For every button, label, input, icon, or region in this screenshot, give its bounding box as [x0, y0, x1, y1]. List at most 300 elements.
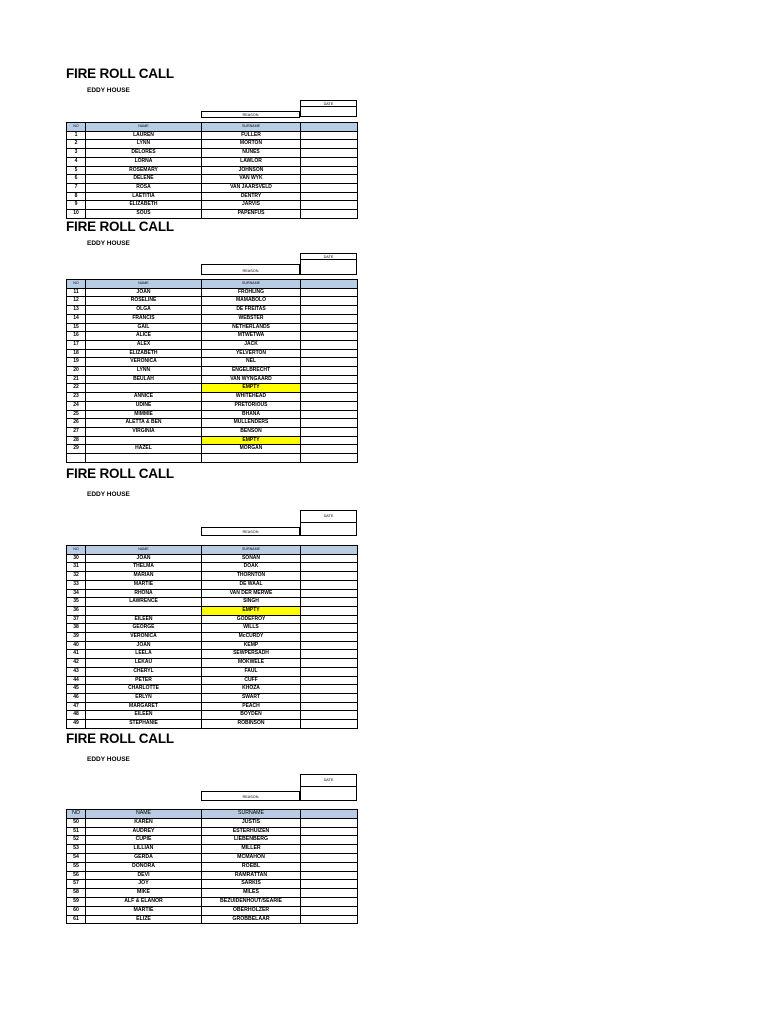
first-name: ROSEMARY [86, 166, 202, 175]
date-field[interactable] [300, 106, 357, 117]
attendance-check-cell[interactable] [301, 676, 358, 685]
surname: JOHNSON [202, 166, 301, 175]
surname: EMPTY [202, 384, 301, 393]
table-row [67, 306, 358, 315]
first-name: ALF & ELANOR [86, 897, 202, 906]
surname: BENSON [202, 427, 301, 436]
roll-call-table [66, 545, 358, 729]
table-row [67, 889, 358, 898]
row-number: 50 [67, 818, 86, 827]
surname: SARKIS [202, 880, 301, 889]
row-number: 27 [67, 427, 86, 436]
table-row [67, 131, 358, 140]
first-name: MARIAN [86, 572, 202, 581]
first-name: LILLIAN [86, 845, 202, 854]
row-number: 46 [67, 693, 86, 702]
house-name: EDDY HOUSE [87, 240, 130, 247]
table-row [67, 606, 358, 615]
attendance-check-cell[interactable] [301, 332, 358, 341]
column-header-name: NAME [86, 280, 202, 289]
row-number: 33 [67, 580, 86, 589]
table-row [67, 641, 358, 650]
attendance-check-cell[interactable] [301, 906, 358, 915]
first-name: PETER [86, 676, 202, 685]
attendance-check-cell[interactable] [301, 871, 358, 880]
first-name: STEPHANIE [86, 720, 202, 729]
row-number: 54 [67, 853, 86, 862]
table-row [67, 149, 358, 158]
attendance-check-cell[interactable] [301, 436, 358, 445]
first-name: DELORES [86, 149, 202, 158]
surname: VAN DER MERWE [202, 589, 301, 598]
first-name: JOAN [86, 554, 202, 563]
row-number: 48 [67, 711, 86, 720]
column-header-name: NAME [86, 546, 202, 555]
surname: GODEFROY [202, 615, 301, 624]
surname: EMPTY [202, 436, 301, 445]
column-header-surname: SURNAME [202, 280, 301, 289]
attendance-check-cell[interactable] [301, 693, 358, 702]
attendance-check-cell[interactable] [301, 685, 358, 694]
row-number: 61 [67, 915, 86, 924]
first-name: CUPIE [86, 836, 202, 845]
column-header-no: NO [67, 810, 86, 819]
attendance-check-cell[interactable] [301, 393, 358, 402]
first-name: GERDA [86, 853, 202, 862]
attendance-check-cell[interactable] [301, 633, 358, 642]
attendance-check-cell[interactable] [301, 157, 358, 166]
table-row [67, 633, 358, 642]
surname: DE FREITAS [202, 306, 301, 315]
first-name: BEULAH [86, 375, 202, 384]
surname: EMPTY [202, 606, 301, 615]
reason-label-box [201, 791, 300, 801]
first-name: VERONICA [86, 358, 202, 367]
attendance-check-cell[interactable] [301, 314, 358, 323]
row-number: 14 [67, 314, 86, 323]
row-number: 40 [67, 641, 86, 650]
surname: RAMRATTAN [202, 871, 301, 880]
row-number: 24 [67, 401, 86, 410]
attendance-check-cell[interactable] [301, 897, 358, 906]
surname: MILLER [202, 845, 301, 854]
first-name: ELIZABETH [86, 201, 202, 210]
column-header-surname: SURNAME [202, 123, 301, 132]
roll-call-table [66, 122, 358, 219]
first-name: ELIZABETH [86, 349, 202, 358]
page-title: FIRE ROLL CALL [66, 731, 174, 746]
roll-call-table [66, 279, 358, 463]
row-number: 43 [67, 667, 86, 676]
first-name: ANNICE [86, 393, 202, 402]
attendance-check-cell[interactable] [301, 210, 358, 219]
table-row [67, 140, 358, 149]
table-row [67, 827, 358, 836]
surname: VAN JAARSVELD [202, 183, 301, 192]
attendance-check-cell[interactable] [301, 650, 358, 659]
attendance-check-cell[interactable] [301, 454, 358, 463]
table-row [67, 393, 358, 402]
row-number: 22 [67, 384, 86, 393]
attendance-check-cell[interactable] [301, 166, 358, 175]
page-title: FIRE ROLL CALL [66, 466, 174, 481]
column-header-no: NO [67, 546, 86, 555]
surname: DOAK [202, 563, 301, 572]
surname: MILES [202, 889, 301, 898]
surname: WILLS [202, 624, 301, 633]
table-row [67, 332, 358, 341]
attendance-check-cell[interactable] [301, 615, 358, 624]
table-row [67, 720, 358, 729]
attendance-check-cell[interactable] [301, 572, 358, 581]
surname [202, 454, 301, 463]
table-row [67, 314, 358, 323]
house-name: EDDY HOUSE [87, 756, 130, 763]
attendance-check-cell[interactable] [301, 659, 358, 668]
surname: MULLENDERS [202, 419, 301, 428]
table-row [67, 210, 358, 219]
attendance-check-cell[interactable] [301, 915, 358, 924]
attendance-check-cell[interactable] [301, 836, 358, 845]
column-header-check [301, 123, 358, 132]
row-number: 59 [67, 897, 86, 906]
attendance-check-cell[interactable] [301, 367, 358, 376]
date-field[interactable] [300, 522, 357, 536]
row-number: 31 [67, 563, 86, 572]
attendance-check-cell[interactable] [301, 827, 358, 836]
first-name: JOAN [86, 288, 202, 297]
surname: BHANA [202, 410, 301, 419]
table-row [67, 192, 358, 201]
row-number: 5 [67, 166, 86, 175]
attendance-check-cell[interactable] [301, 375, 358, 384]
table-row [67, 554, 358, 563]
surname: VAN WYK [202, 175, 301, 184]
row-number: 58 [67, 889, 86, 898]
attendance-check-cell[interactable] [301, 297, 358, 306]
table-row [67, 650, 358, 659]
table-row [67, 580, 358, 589]
first-name: MARTIE [86, 906, 202, 915]
date-label: DATE [323, 101, 334, 106]
first-name [86, 384, 202, 393]
surname: MOKWELE [202, 659, 301, 668]
column-header-no: NO [67, 123, 86, 132]
date-label: DATE [323, 514, 334, 518]
first-name: LAWRENCE [86, 598, 202, 607]
attendance-check-cell[interactable] [301, 384, 358, 393]
row-number: 19 [67, 358, 86, 367]
attendance-check-cell[interactable] [301, 140, 358, 149]
first-name: HAZEL [86, 445, 202, 454]
attendance-check-cell[interactable] [301, 624, 358, 633]
row-number: 37 [67, 615, 86, 624]
table-row [67, 845, 358, 854]
attendance-check-cell[interactable] [301, 349, 358, 358]
row-number: 23 [67, 393, 86, 402]
attendance-check-cell[interactable] [301, 192, 358, 201]
first-name: DONORA [86, 862, 202, 871]
roll-call-table [66, 809, 358, 924]
attendance-check-cell[interactable] [301, 720, 358, 729]
attendance-check-cell[interactable] [301, 853, 358, 862]
row-number: 36 [67, 606, 86, 615]
row-number: 25 [67, 410, 86, 419]
attendance-check-cell[interactable] [301, 845, 358, 854]
surname: FROHLING [202, 288, 301, 297]
table-row [67, 297, 358, 306]
row-number: 12 [67, 297, 86, 306]
row-number: 4 [67, 157, 86, 166]
attendance-check-cell[interactable] [301, 149, 358, 158]
column-header-surname: SURNAME [202, 810, 301, 819]
attendance-check-cell[interactable] [301, 641, 358, 650]
column-header-check [301, 280, 358, 289]
surname: BEZUIDENHOUT/SEARIE [202, 897, 301, 906]
attendance-check-cell[interactable] [301, 606, 358, 615]
row-number: 3 [67, 149, 86, 158]
first-name: UDINE [86, 401, 202, 410]
row-number: 26 [67, 419, 86, 428]
surname: YELVERTON [202, 349, 301, 358]
surname: LAWLOR [202, 157, 301, 166]
table-row [67, 589, 358, 598]
row-number: 47 [67, 702, 86, 711]
page-title: FIRE ROLL CALL [66, 66, 174, 81]
attendance-check-cell[interactable] [301, 306, 358, 315]
table-row [67, 166, 358, 175]
first-name: LAUREN [86, 131, 202, 140]
first-name: SOUS [86, 210, 202, 219]
row-number [67, 454, 86, 463]
surname: McCURDY [202, 633, 301, 642]
attendance-check-cell[interactable] [301, 445, 358, 454]
first-name: GEORGE [86, 624, 202, 633]
attendance-check-cell[interactable] [301, 201, 358, 210]
table-row [67, 711, 358, 720]
column-header-name: NAME [86, 123, 202, 132]
surname: MORGAN [202, 445, 301, 454]
attendance-check-cell[interactable] [301, 419, 358, 428]
first-name: ALICE [86, 332, 202, 341]
row-number: 9 [67, 201, 86, 210]
table-row [67, 676, 358, 685]
reason-label: REASON [242, 530, 259, 534]
date-label: DATE [323, 254, 334, 259]
table-row [67, 915, 358, 924]
attendance-check-cell[interactable] [301, 410, 358, 419]
attendance-check-cell[interactable] [301, 175, 358, 184]
row-number: 35 [67, 598, 86, 607]
reason-label: REASON [242, 269, 259, 273]
surname: MORTON [202, 140, 301, 149]
table-row [67, 410, 358, 419]
first-name: VIRGINIA [86, 427, 202, 436]
attendance-check-cell[interactable] [301, 598, 358, 607]
surname: VAN WYNGAARD [202, 375, 301, 384]
page-title: FIRE ROLL CALL [66, 219, 174, 234]
surname: ROBINSON [202, 720, 301, 729]
surname: NUNES [202, 149, 301, 158]
surname: LIEBENBERG [202, 836, 301, 845]
row-number: 30 [67, 554, 86, 563]
row-number: 55 [67, 862, 86, 871]
surname: PAPENFUS [202, 210, 301, 219]
attendance-check-cell[interactable] [301, 554, 358, 563]
attendance-check-cell[interactable] [301, 862, 358, 871]
table-row [67, 615, 358, 624]
surname: SONAN [202, 554, 301, 563]
attendance-check-cell[interactable] [301, 131, 358, 140]
surname: KHOZA [202, 685, 301, 694]
row-number: 17 [67, 340, 86, 349]
surname: KEMP [202, 641, 301, 650]
surname: PRETORIOUS [202, 401, 301, 410]
row-number: 49 [67, 720, 86, 729]
attendance-check-cell[interactable] [301, 323, 358, 332]
table-row [67, 906, 358, 915]
first-name: RHONA [86, 589, 202, 598]
attendance-check-cell[interactable] [301, 580, 358, 589]
row-number: 6 [67, 175, 86, 184]
first-name: OLGA [86, 306, 202, 315]
surname: GROBBELAAR [202, 915, 301, 924]
first-name: ALETTA & BEN [86, 419, 202, 428]
table-row [67, 288, 358, 297]
row-number: 18 [67, 349, 86, 358]
first-name: ROSA [86, 183, 202, 192]
table-row [67, 201, 358, 210]
attendance-check-cell[interactable] [301, 702, 358, 711]
table-row [67, 624, 358, 633]
first-name: CHARLOTTE [86, 685, 202, 694]
attendance-check-cell[interactable] [301, 711, 358, 720]
surname: DENTRY [202, 192, 301, 201]
table-row [67, 871, 358, 880]
reason-label-box [201, 264, 300, 275]
attendance-check-cell[interactable] [301, 340, 358, 349]
row-number: 57 [67, 880, 86, 889]
row-number: 45 [67, 685, 86, 694]
table-row [67, 598, 358, 607]
surname: JARVIS [202, 201, 301, 210]
row-number: 10 [67, 210, 86, 219]
attendance-check-cell[interactable] [301, 818, 358, 827]
attendance-check-cell[interactable] [301, 427, 358, 436]
table-row [67, 563, 358, 572]
first-name: MARTIE [86, 580, 202, 589]
row-number: 34 [67, 589, 86, 598]
attendance-check-cell[interactable] [301, 880, 358, 889]
table-row [67, 358, 358, 367]
first-name: EILEEN [86, 711, 202, 720]
row-number: 21 [67, 375, 86, 384]
first-name: JOAN [86, 641, 202, 650]
first-name: LAETITIA [86, 192, 202, 201]
house-name: EDDY HOUSE [87, 87, 130, 94]
surname: NEL [202, 358, 301, 367]
table-row [67, 375, 358, 384]
first-name: LYNN [86, 140, 202, 149]
surname: FULLER [202, 131, 301, 140]
first-name: ERLYN [86, 693, 202, 702]
attendance-check-cell[interactable] [301, 667, 358, 676]
date-field[interactable] [300, 259, 357, 275]
surname: ESTERHUIZEN [202, 827, 301, 836]
first-name: DEVI [86, 871, 202, 880]
table-row [67, 685, 358, 694]
first-name: ROSELINE [86, 297, 202, 306]
attendance-check-cell[interactable] [301, 889, 358, 898]
table-row [67, 401, 358, 410]
table-row [67, 659, 358, 668]
first-name: MIMMIE [86, 410, 202, 419]
column-header-name: NAME [86, 810, 202, 819]
attendance-check-cell[interactable] [301, 288, 358, 297]
first-name: ELIZE [86, 915, 202, 924]
reason-label: REASON [242, 794, 259, 799]
surname: ENGELBRECHT [202, 367, 301, 376]
surname: SEWPERSADH [202, 650, 301, 659]
row-number: 52 [67, 836, 86, 845]
surname: MTWETWA [202, 332, 301, 341]
surname: CUFF [202, 676, 301, 685]
first-name: LEELA [86, 650, 202, 659]
surname: FAUL [202, 667, 301, 676]
first-name: LORNA [86, 157, 202, 166]
table-row [67, 572, 358, 581]
surname: NETHERLANDS [202, 323, 301, 332]
table-row [67, 445, 358, 454]
house-name: EDDY HOUSE [87, 491, 130, 498]
row-number: 11 [67, 288, 86, 297]
surname: DE WAAL [202, 580, 301, 589]
row-number: 1 [67, 131, 86, 140]
row-number: 13 [67, 306, 86, 315]
surname: JUSTIS [202, 818, 301, 827]
row-number: 2 [67, 140, 86, 149]
table-row [67, 667, 358, 676]
attendance-check-cell[interactable] [301, 358, 358, 367]
row-number: 29 [67, 445, 86, 454]
first-name [86, 606, 202, 615]
table-row [67, 897, 358, 906]
row-number: 7 [67, 183, 86, 192]
first-name: VERONICA [86, 633, 202, 642]
surname: PEACH [202, 702, 301, 711]
table-row [67, 340, 358, 349]
date-field[interactable] [300, 786, 357, 801]
row-number: 41 [67, 650, 86, 659]
first-name: EILEEN [86, 615, 202, 624]
row-number: 39 [67, 633, 86, 642]
table-row [67, 454, 358, 463]
first-name: ALEX [86, 340, 202, 349]
column-header-no: NO [67, 280, 86, 289]
attendance-check-cell[interactable] [301, 563, 358, 572]
surname: SINGH [202, 598, 301, 607]
first-name: KAREN [86, 818, 202, 827]
surname: WHITEHEAD [202, 393, 301, 402]
table-row [67, 323, 358, 332]
attendance-check-cell[interactable] [301, 589, 358, 598]
attendance-check-cell[interactable] [301, 183, 358, 192]
first-name: CHERYL [86, 667, 202, 676]
row-number: 28 [67, 436, 86, 445]
attendance-check-cell[interactable] [301, 401, 358, 410]
first-name: JOY [86, 880, 202, 889]
first-name: AUDREY [86, 827, 202, 836]
